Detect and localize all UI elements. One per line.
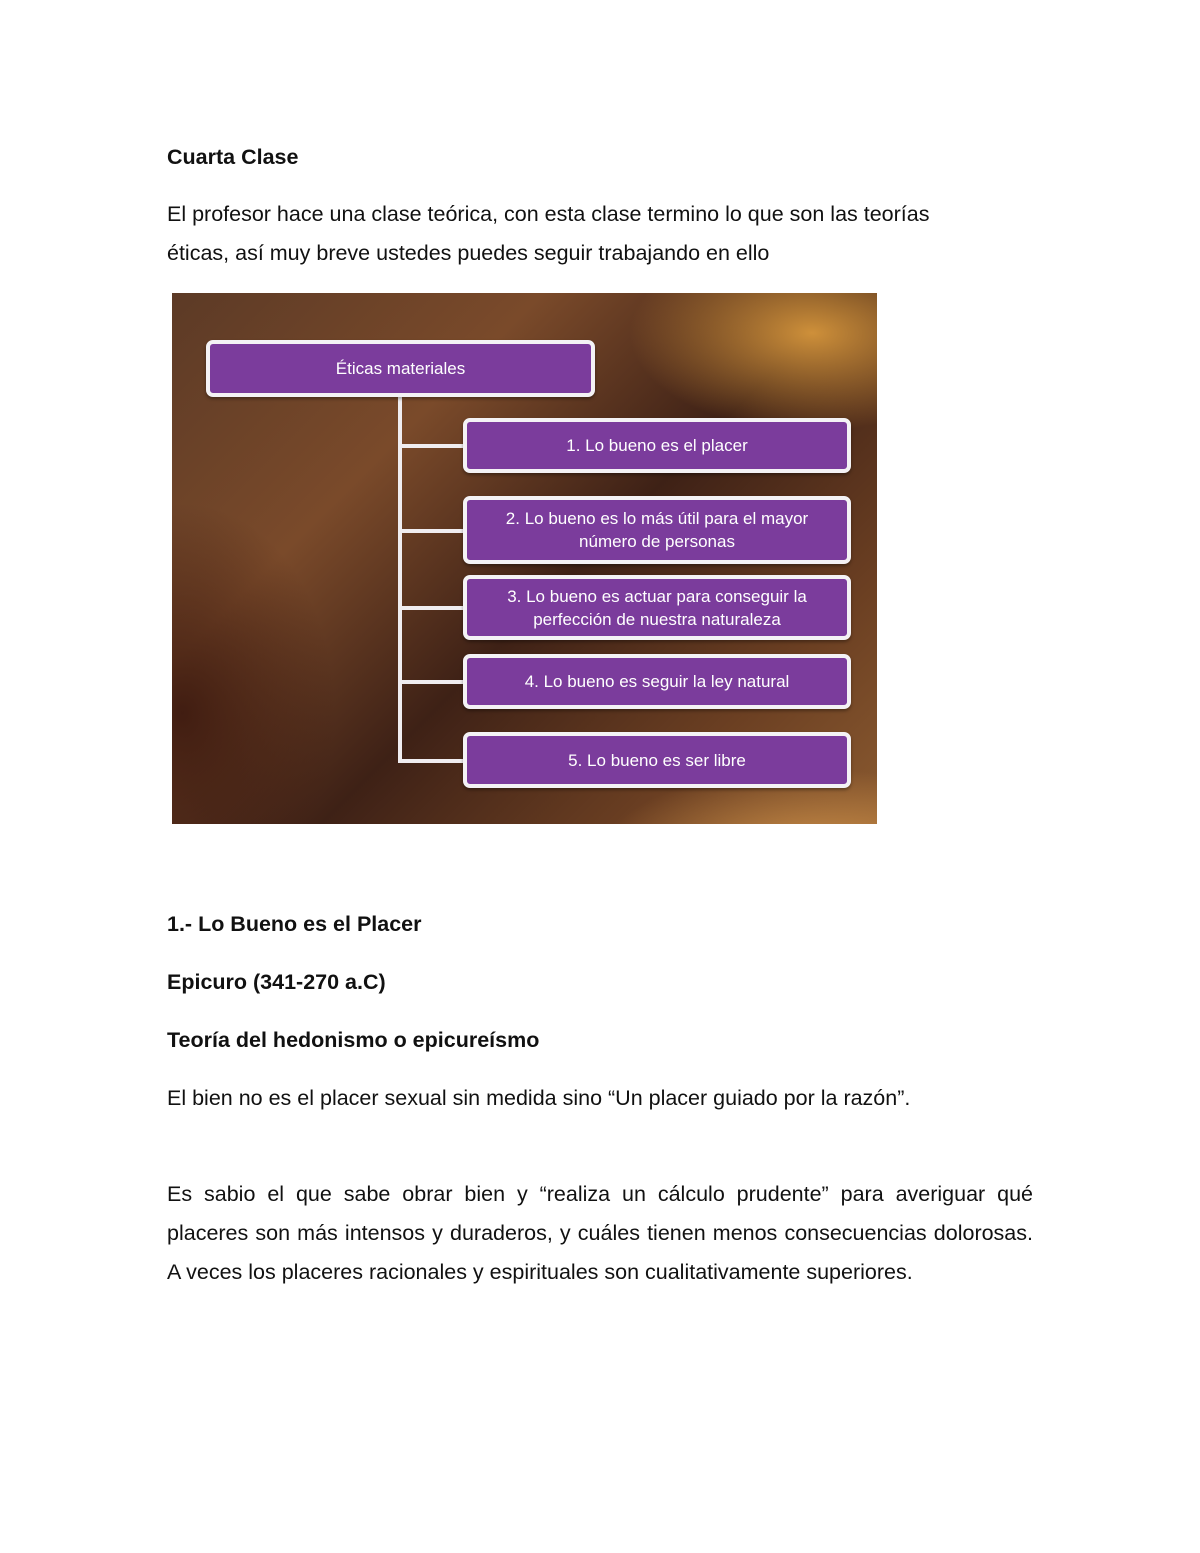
diagram-item-label: 3. Lo bueno es actuar para conseguir la perfección de nuestra naturaleza xyxy=(507,586,807,629)
diagram-item-box xyxy=(463,496,851,564)
connector-branch xyxy=(398,759,465,763)
diagram-item-box xyxy=(463,418,851,473)
theory-heading: Teoría del hedonismo o epicureísmo xyxy=(167,1028,540,1052)
body-paragraph: El bien no es el placer sexual sin medida sino “Un placer guiado por la razón”. xyxy=(167,1086,911,1110)
diagram-item-label: 4. Lo bueno es seguir la ley natural xyxy=(524,672,790,691)
connector-branch xyxy=(398,680,465,684)
connector-vertical xyxy=(398,397,402,763)
connector-branch xyxy=(398,606,465,610)
page-title: Cuarta Clase xyxy=(167,145,299,169)
diagram-item-label: 1. Lo bueno es el placer xyxy=(566,436,748,455)
diagram-item-box xyxy=(463,575,851,640)
diagram-root-box xyxy=(206,340,595,397)
diagram-slide xyxy=(172,293,877,824)
section-heading: 1.- Lo Bueno es el Placer xyxy=(167,912,422,936)
intro-paragraph: El profesor hace una clase teórica, con esta clase termino lo que son las teorías éticas, así muy breve ustedes puedes seguir trabajando en ello xyxy=(167,202,930,265)
connector-branch xyxy=(398,529,465,533)
connector-branch xyxy=(398,444,465,448)
body-paragraph: Es sabio el que sabe obrar bien y “realiza un cálculo prudente” para averiguar qué placeres son más intensos y duraderos, y cuáles tienen menos consecuencias dolorosas. A veces los placeres racionales y espirituales son cualitativamente superiores. xyxy=(167,1182,1033,1284)
diagram-item-box xyxy=(463,732,851,788)
author-heading: Epicuro (341-270 a.C) xyxy=(167,970,386,994)
diagram-root-label: Éticas materiales xyxy=(335,359,466,378)
diagram-item-label: 2. Lo bueno es lo más útil para el mayor número de personas xyxy=(505,509,809,551)
diagram-item-box xyxy=(463,654,851,709)
diagram-item-label: 5. Lo bueno es ser libre xyxy=(568,750,746,770)
